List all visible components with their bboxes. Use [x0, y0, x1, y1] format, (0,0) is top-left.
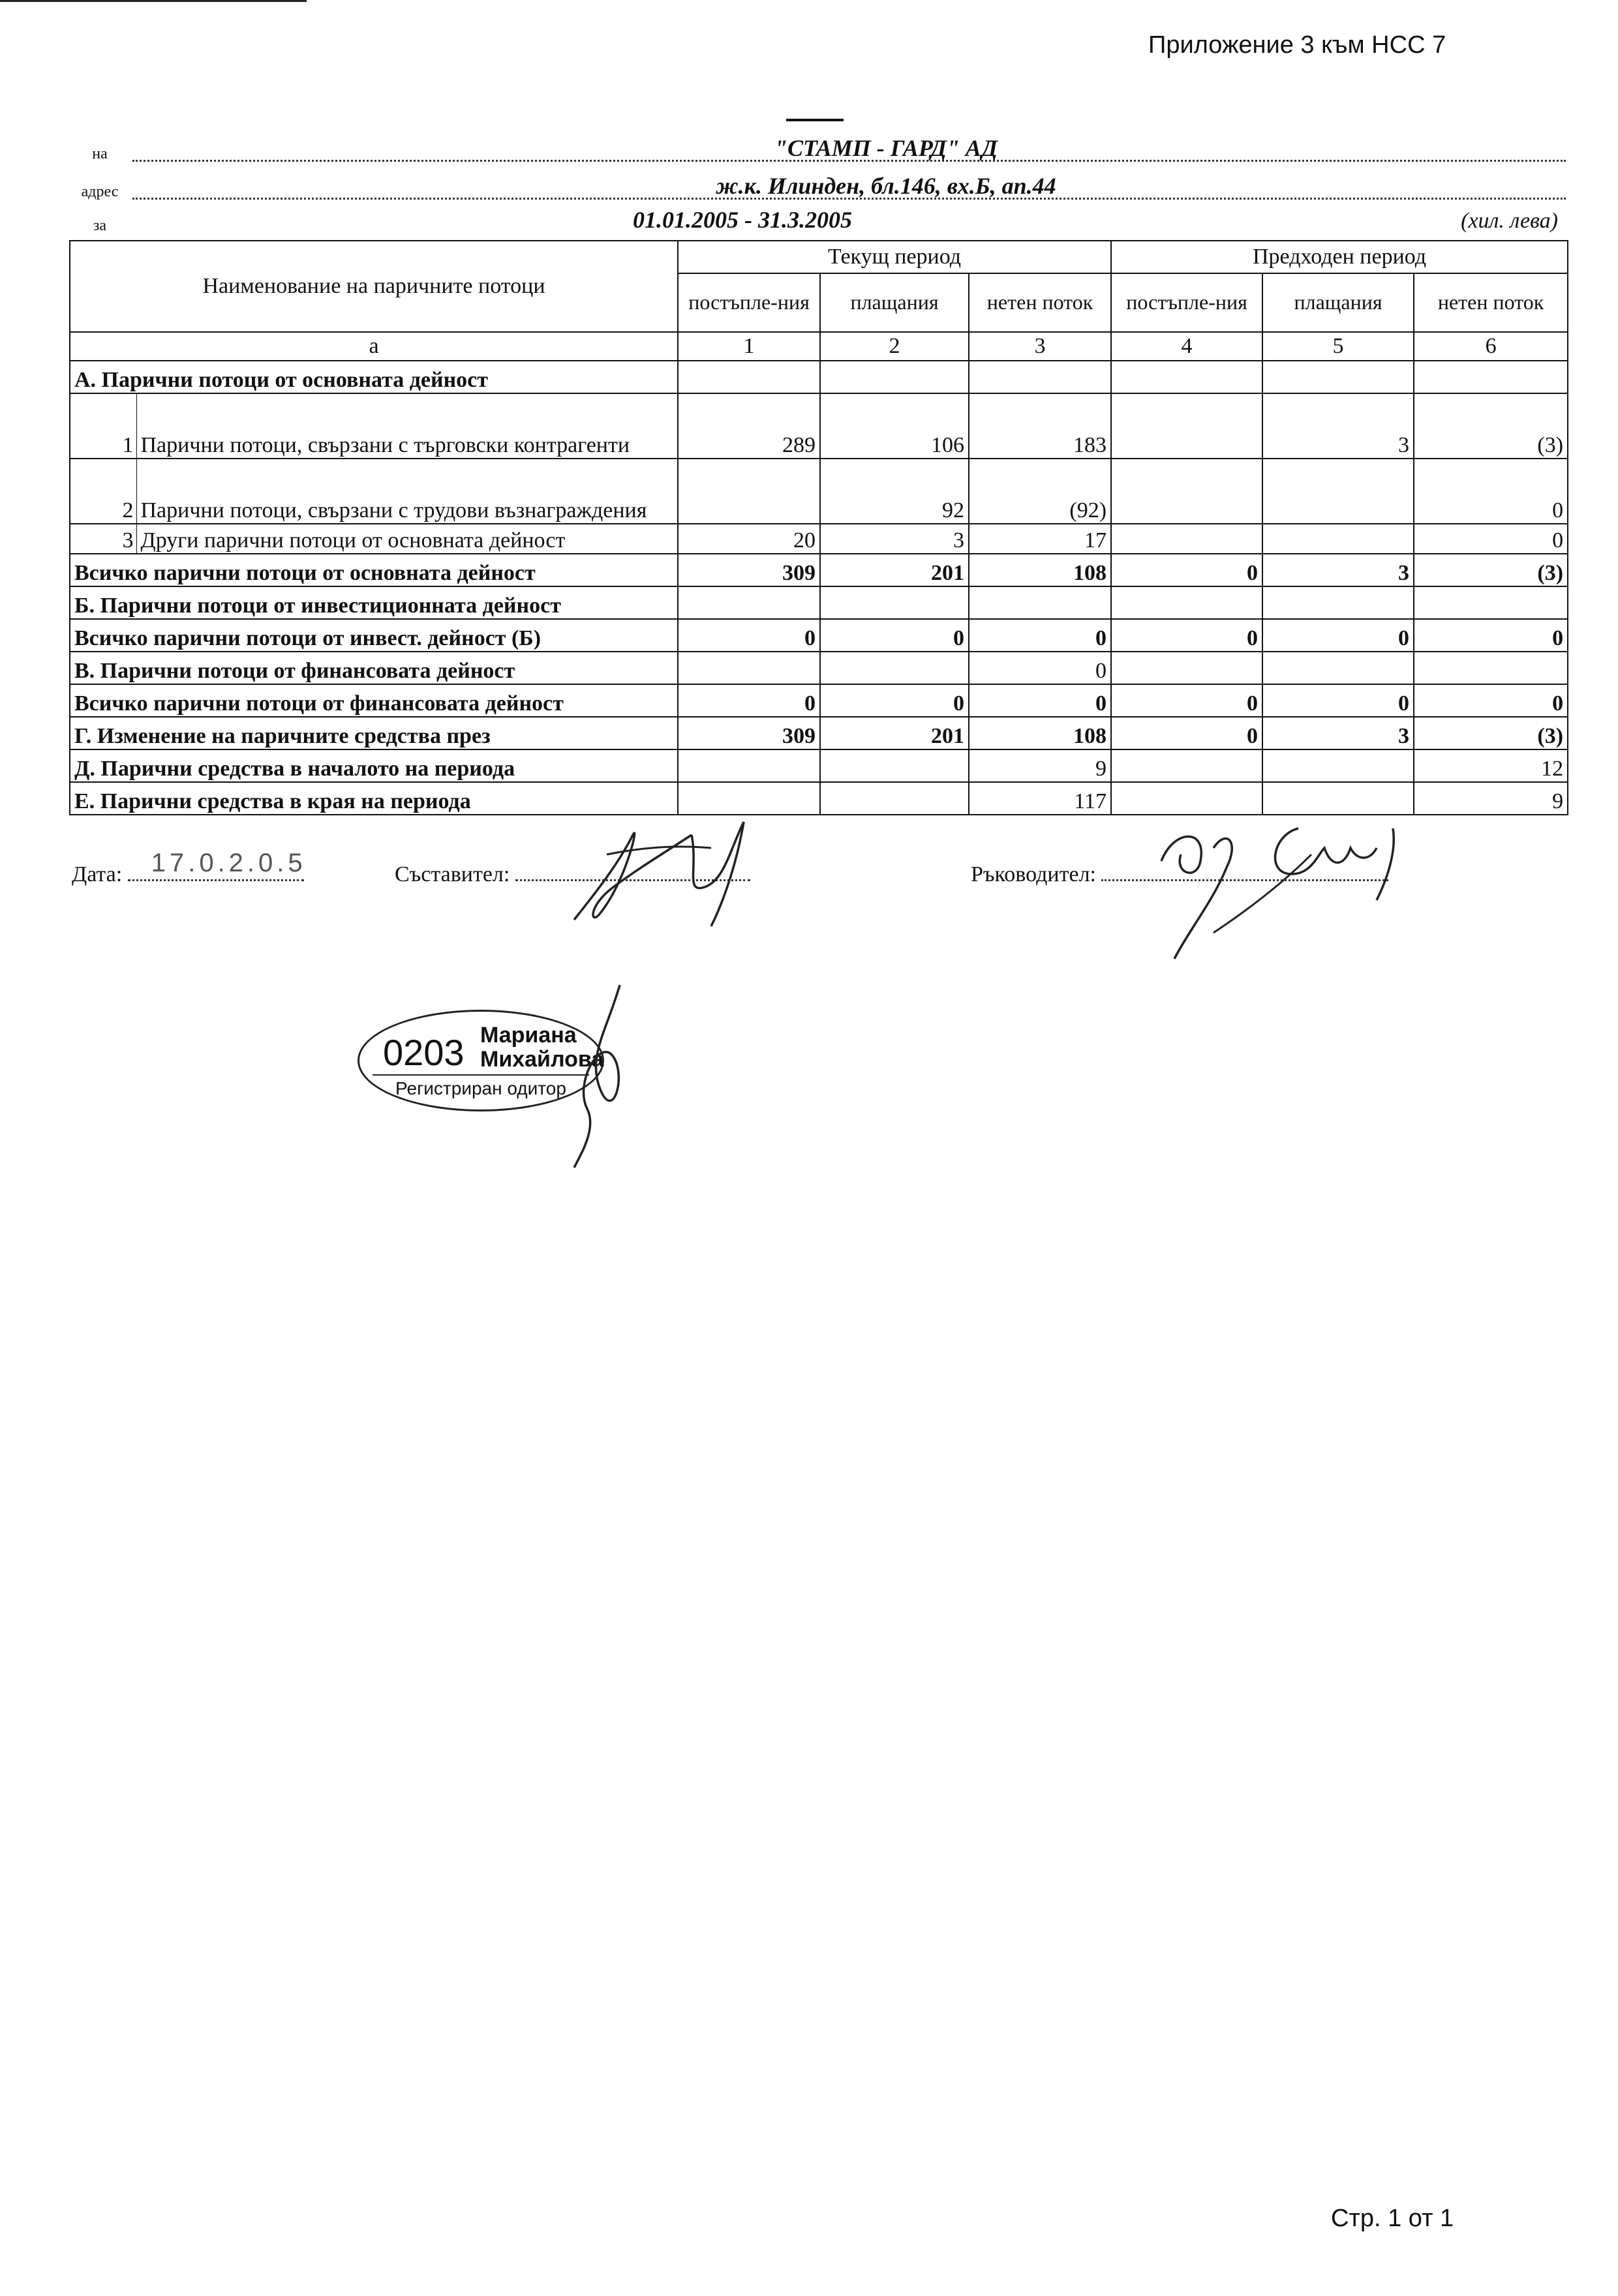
compiler-signature	[561, 809, 770, 933]
row-label: Парични потоци, свързани с търговски контрагенти	[136, 393, 678, 459]
column-index-1: 1	[678, 332, 820, 361]
cell-receipts-previous	[1111, 361, 1262, 393]
cell-net-previous: 12	[1414, 749, 1568, 782]
stamp-divider	[373, 1074, 589, 1076]
cell-receipts-current	[678, 749, 820, 782]
period-label: за	[93, 217, 107, 234]
cell-payments-previous	[1262, 459, 1414, 524]
cell-net-previous: 0	[1414, 619, 1568, 652]
unit-label: (хил. лева)	[1461, 209, 1558, 233]
cell-net-current: (92)	[969, 459, 1111, 524]
cell-payments-current	[820, 749, 969, 782]
row-label: Г. Изменение на паричните средства през	[70, 717, 678, 749]
manager-signature	[1135, 802, 1435, 965]
cell-payments-previous	[1262, 586, 1414, 619]
column-index-row	[70, 332, 1568, 361]
company-name: "СТАМП - ГАРД" АД	[774, 135, 998, 161]
stamp-role: Регистриран одитор	[395, 1078, 566, 1098]
cell-net-previous: 0	[1414, 684, 1568, 717]
table-row	[70, 586, 1568, 619]
row-label: Всичко парични потоци от инвест. дейност (Б)	[70, 619, 678, 652]
net-header-current: нетен поток	[969, 273, 1111, 332]
cell-payments-current: 3	[820, 524, 969, 554]
row-label: Е. Парични средства в края на периода	[70, 782, 678, 815]
cell-net-previous	[1414, 361, 1568, 393]
cell-net-current: 17	[969, 524, 1111, 554]
cell-receipts-current	[678, 459, 820, 524]
table-row	[70, 459, 1568, 524]
cell-payments-previous: 0	[1262, 619, 1414, 652]
cell-net-previous: (3)	[1414, 393, 1568, 459]
cell-receipts-previous: 0	[1111, 717, 1262, 749]
cell-payments-previous	[1262, 749, 1414, 782]
row-number: 2	[70, 459, 136, 524]
row-label: В. Парични потоци от финансовата дейност	[70, 652, 678, 684]
cell-net-current: 108	[969, 554, 1111, 586]
company-label: на	[92, 145, 108, 162]
table-row	[70, 524, 1568, 554]
top-edge-line	[0, 0, 307, 2]
row-number: 3	[70, 524, 136, 554]
row-label: Всичко парични потоци от финансовата дейност	[70, 684, 678, 717]
cell-net-current: 9	[969, 749, 1111, 782]
cell-receipts-current: 0	[678, 619, 820, 652]
stamp-first-name: Мариана	[480, 1023, 577, 1048]
payments-header-current: плащания	[820, 273, 969, 332]
cell-net-previous: (3)	[1414, 717, 1568, 749]
report-period: 01.01.2005 - 31.3.2005	[633, 207, 852, 233]
cell-payments-current	[820, 361, 969, 393]
stamp-last-name: Михайлова	[480, 1047, 604, 1072]
cell-payments-previous	[1262, 652, 1414, 684]
cell-net-previous: 0	[1414, 459, 1568, 524]
company-row	[70, 136, 1566, 164]
receipts-header-previous: постъпле-ния	[1111, 273, 1262, 332]
row-label: Б. Парични потоци от инвестиционната дейност	[70, 586, 678, 619]
name-header: Наименование на паричните потоци	[70, 241, 678, 332]
cell-net-current: 117	[969, 782, 1111, 815]
cell-net-current	[969, 361, 1111, 393]
table-row	[70, 554, 1568, 586]
cell-receipts-current	[678, 586, 820, 619]
cell-payments-current: 0	[820, 684, 969, 717]
cell-net-current: 183	[969, 393, 1111, 459]
cell-payments-current: 201	[820, 554, 969, 586]
cell-net-current: 108	[969, 717, 1111, 749]
table-row	[70, 393, 1568, 459]
date-field	[72, 849, 307, 887]
stamp-number: 0203	[383, 1032, 465, 1073]
cell-payments-previous: 3	[1262, 717, 1414, 749]
cell-payments-current	[820, 586, 969, 619]
cell-payments-current: 92	[820, 459, 969, 524]
cell-receipts-current	[678, 361, 820, 393]
cell-receipts-current: 309	[678, 554, 820, 586]
cell-payments-previous: 0	[1262, 684, 1414, 717]
column-index-4: 4	[1111, 332, 1262, 361]
row-label: Всичко парични потоци от основната дейност	[70, 554, 678, 586]
row-label: Д. Парични средства в началото на периода	[70, 749, 678, 782]
cell-net-current: 0	[969, 619, 1111, 652]
date-value: 17.0.2.0.5	[151, 849, 307, 877]
cell-receipts-current: 20	[678, 524, 820, 554]
cell-payments-previous	[1262, 361, 1414, 393]
cell-receipts-previous: 0	[1111, 554, 1262, 586]
net-header-previous: нетен поток	[1414, 273, 1568, 332]
table-row	[70, 749, 1568, 782]
receipts-header-current: постъпле-ния	[678, 273, 820, 332]
row-number: 1	[70, 393, 136, 459]
cash-flow-table	[69, 240, 1568, 815]
cell-receipts-current: 0	[678, 684, 820, 717]
cell-receipts-previous	[1111, 652, 1262, 684]
table-row	[70, 652, 1568, 684]
cell-receipts-previous: 0	[1111, 684, 1262, 717]
cell-receipts-previous	[1111, 459, 1262, 524]
cell-receipts-previous	[1111, 393, 1262, 459]
cell-payments-current	[820, 652, 969, 684]
table-row	[70, 684, 1568, 717]
row-label: А. Парични потоци от основната дейност	[70, 361, 678, 393]
page-number: Стр. 1 от 1	[1331, 2205, 1454, 2232]
table-row	[70, 619, 1568, 652]
date-dotted-line	[128, 849, 307, 881]
compiler-label: Съставител:	[395, 862, 510, 886]
cell-receipts-current: 289	[678, 393, 820, 459]
cell-net-current	[969, 586, 1111, 619]
cell-payments-current: 106	[820, 393, 969, 459]
cell-payments-previous	[1262, 524, 1414, 554]
table-row	[70, 717, 1568, 749]
cell-receipts-current	[678, 652, 820, 684]
cell-payments-previous: 3	[1262, 554, 1414, 586]
cell-receipts-previous	[1111, 749, 1262, 782]
manager-label: Ръководител:	[971, 862, 1096, 886]
cell-net-previous: 9	[1414, 782, 1568, 815]
cell-net-previous: 0	[1414, 524, 1568, 554]
period-row	[70, 207, 1566, 236]
cell-payments-previous: 3	[1262, 393, 1414, 459]
payments-header-previous: плащания	[1262, 273, 1414, 332]
current-period-header: Текущ период	[678, 241, 1111, 273]
cell-payments-current: 0	[820, 619, 969, 652]
cell-receipts-previous	[1111, 524, 1262, 554]
column-index-6: 6	[1414, 332, 1568, 361]
row-label: Други парични потоци от основната дейност	[136, 524, 678, 554]
cell-receipts-previous: 0	[1111, 619, 1262, 652]
column-index-3: 3	[969, 332, 1111, 361]
date-label: Дата:	[72, 862, 123, 886]
cell-payments-current: 201	[820, 717, 969, 749]
cell-net-previous	[1414, 586, 1568, 619]
table-row	[70, 361, 1568, 393]
column-index-5: 5	[1262, 332, 1414, 361]
appendix-label: Приложение 3 към НСС 7	[1148, 31, 1446, 59]
company-address: ж.к. Илинден, бл.146, вх.Б, ап.44	[716, 173, 1056, 199]
cell-receipts-current: 309	[678, 717, 820, 749]
cell-net-current: 0	[969, 652, 1111, 684]
auditor-signature	[561, 978, 652, 1174]
title-dash	[786, 119, 844, 121]
cell-net-previous	[1414, 652, 1568, 684]
row-label: Парични потоци, свързани с трудови възнаграждения	[136, 459, 678, 524]
address-label: адрес	[81, 183, 119, 200]
address-row	[70, 174, 1566, 202]
cell-payments-current	[820, 782, 969, 815]
previous-period-header: Предходен период	[1111, 241, 1568, 273]
column-index-2: 2	[820, 332, 969, 361]
cell-receipts-previous	[1111, 586, 1262, 619]
cell-net-current: 0	[969, 684, 1111, 717]
column-index-a: а	[70, 332, 678, 361]
cell-net-previous: (3)	[1414, 554, 1568, 586]
